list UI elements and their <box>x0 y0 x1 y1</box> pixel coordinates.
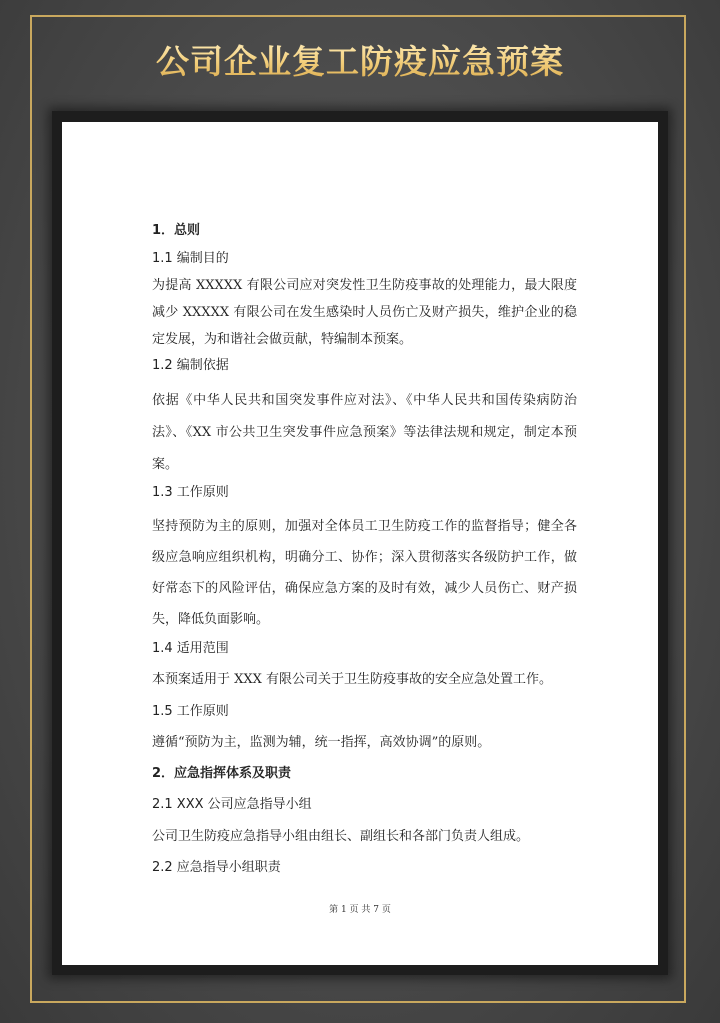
section-1-3-heading: 1.3 工作原则 <box>152 485 229 500</box>
section-1-2-body: 依据《中华人民共和国突发事件应对法》、《中华人民共和国传染病防治法》、《XX 市公共卫生突发事件应急预案》等法律法规和规定，制定本预案。 <box>152 393 577 472</box>
section-2-heading: 2．应急指挥体系及职责 <box>152 766 292 781</box>
section-2-1-body: 公司卫生防疫应急指导小组由组长、副组长和各部门负责人组成。 <box>152 829 530 844</box>
document-page <box>62 122 658 965</box>
section-1-2-heading: 1.2 编制依据 <box>152 358 229 373</box>
section-1-1-heading: 1.1 编制目的 <box>152 251 229 266</box>
page-title: 公司企业复工防疫应急预案 <box>0 36 720 83</box>
section-1-1-body: 为提高 XXXXX 有限公司应对突发性卫生防疫事故的处理能力，最大限度减少 XXXXX 有限公司在发生感染时人员伤亡及财产损失，维护企业的稳定发展，为和谐社会做贡献，特编制本预案。 <box>152 278 577 347</box>
section-1-heading: 1．总则 <box>152 223 201 238</box>
section-1-4-heading: 1.4 适用范围 <box>152 641 229 656</box>
section-1-3-body: 坚持预防为主的原则，加强对全体员工卫生防疫工作的监督指导；健全各级应急响应组织机构，明确分工、协作；深入贯彻落实各级防护工作，做好常态下的风险评估，确保应急方案的及时有效，减少人员伤亡、财产损失，降低负面影响。 <box>152 519 577 627</box>
section-2-2-heading: 2.2 应急指导小组职责 <box>152 860 281 875</box>
section-1-4-body: 本预案适用于 XXX 有限公司关于卫生防疫事故的安全应急处置工作。 <box>152 672 553 687</box>
section-2-1-heading: 2.1 XXX 公司应急指导小组 <box>152 797 312 812</box>
section-1-5-body: 遵循“预防为主，监测为辅，统一指挥，高效协调”的原则。 <box>152 735 491 750</box>
section-1-5-heading: 1.5 工作原则 <box>152 704 229 719</box>
page-number: 第 1 页 共 7 页 <box>329 905 391 915</box>
